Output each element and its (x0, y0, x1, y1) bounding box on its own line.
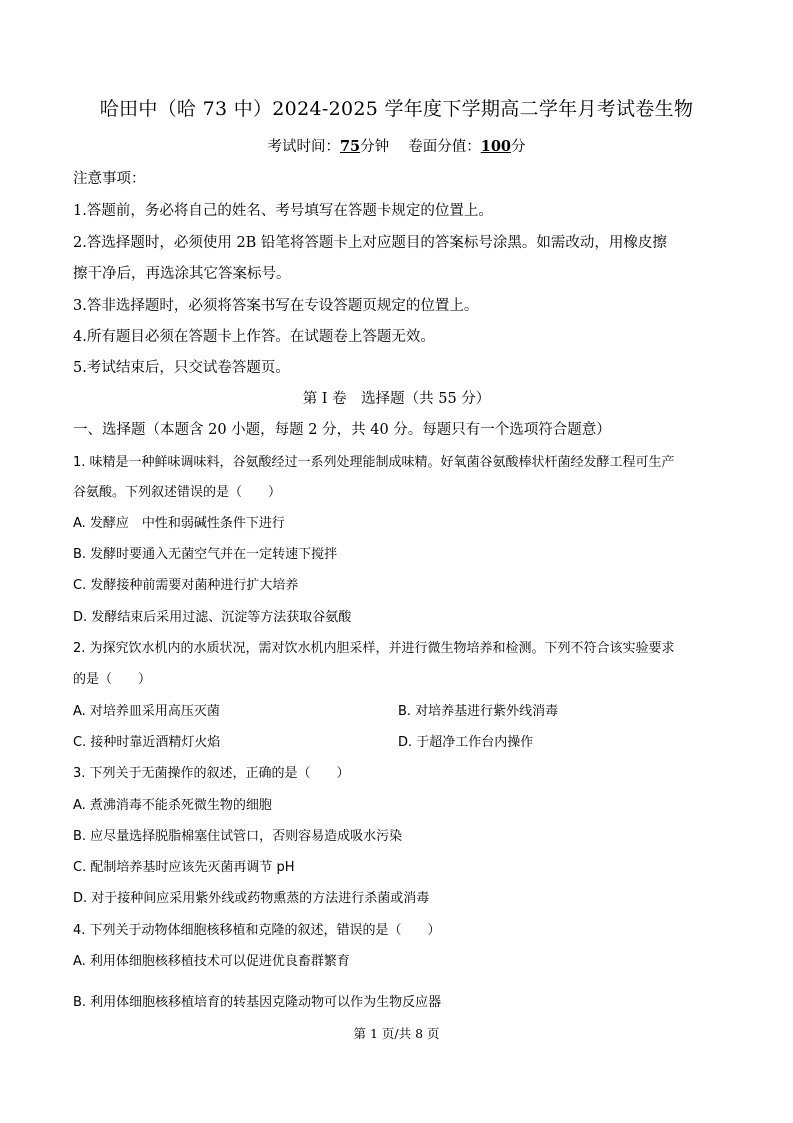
q3-option-d: D. 对于接种间应采用紫外线或药物熏蒸的方法进行杀菌或消毒 (73, 891, 430, 906)
notice-item: 3.答非选择题时，必须将答案书写在专设答题页规定的位置上。 (73, 298, 479, 314)
page-footer: 第 1 页/共 8 页 (353, 1026, 440, 1041)
q4-option-a: A. 利用体细胞核移植技术可以促进优良畜群繁育 (73, 954, 350, 969)
q4-stem: 4. 下列关于动物体细胞核移植和克隆的叙述，错误的是（ ） (73, 923, 441, 938)
score-value: 100 (480, 138, 512, 155)
q1-option-b: B. 发酵时要通入无菌空气并在一定转速下搅拌 (73, 547, 338, 562)
time-value: 75 (339, 138, 361, 155)
notice-heading: 注意事项： (73, 171, 146, 187)
time-label: 考试时间： (267, 139, 340, 155)
notice-item: 2.答选择题时，必须使用 2B 铅笔将答题卡上对应题目的答案标号涂黑。如需改动，用橡皮擦 (73, 235, 667, 251)
q2-stem-cont: 的是（ ） (73, 672, 152, 687)
q2-stem: 2. 为探究饮水机内的水质状况，需对饮水机内胆采样，并进行微生物培养和检测。下列不符合该实验要求 (73, 641, 675, 656)
q1-stem-cont: 谷氨酸。下列叙述错误的是（ ） (73, 485, 282, 500)
q3-option-a: A. 煮沸消毒不能杀死微生物的细胞 (73, 798, 272, 813)
q3-stem: 3. 下列关于无菌操作的叙述，正确的是（ ） (73, 766, 350, 781)
score-label: 卷面分值： (408, 139, 481, 155)
q4-option-b: B. 利用体细胞核移植培育的转基因克隆动物可以作为生物反应器 (73, 995, 442, 1010)
q1-option-d: D. 发酵结束后采用过滤、沉淀等方法获取谷氨酸 (73, 610, 352, 625)
q1-option-c: C. 发酵接种前需要对菌种进行扩大培养 (73, 578, 299, 593)
q2-option-b: B. 对培养基进行紫外线消毒 (398, 704, 559, 719)
exam-title: 哈田中（哈 73 中）2024-2025 学年度下学期高二学年月考试卷生物 (99, 98, 694, 120)
q2-option-d: D. 于超净工作台内操作 (398, 735, 534, 750)
notice-item: 4.所有题目必须在答题卡上作答。在试题卷上答题无效。 (73, 329, 435, 345)
q2-option-c: C. 接种时靠近酒精灯火焰 (73, 735, 221, 750)
section-subtitle: 一、选择题（本题含 20 小题，每题 2 分，共 40 分。每题只有一个选项符合题意） (73, 422, 611, 438)
q3-option-b: B. 应尽量选择脱脂棉塞住试管口，否则容易造成吸水污染 (73, 829, 403, 844)
q1-stem: 1. 味精是一种鲜味调味料，谷氨酸经过一系列处理能制成味精。好氧菌谷氨酸棒状杆菌经发酵工程可生产 (73, 455, 675, 470)
q2-option-a: A. 对培养皿采用高压灭菌 (73, 704, 220, 719)
notice-item: 1.答题前，务必将自己的姓名、考号填写在答题卡规定的位置上。 (73, 203, 493, 219)
notice-item: 擦干净后，再选涂其它答案标号。 (73, 266, 291, 282)
section-title: 第 I 卷 选择题（共 55 分） (302, 391, 491, 407)
notice-item: 5.考试结束后，只交试卷答题页。 (73, 360, 290, 376)
exam-meta (0, 135, 793, 156)
q1-option-a: A. 发酵应 中性和弱碱性条件下进行 (73, 516, 285, 531)
score-unit: 分 (511, 139, 526, 155)
q3-option-c: C. 配制培养基时应该先灭菌再调节 pH (73, 860, 295, 875)
time-unit: 分钟 (360, 139, 390, 155)
